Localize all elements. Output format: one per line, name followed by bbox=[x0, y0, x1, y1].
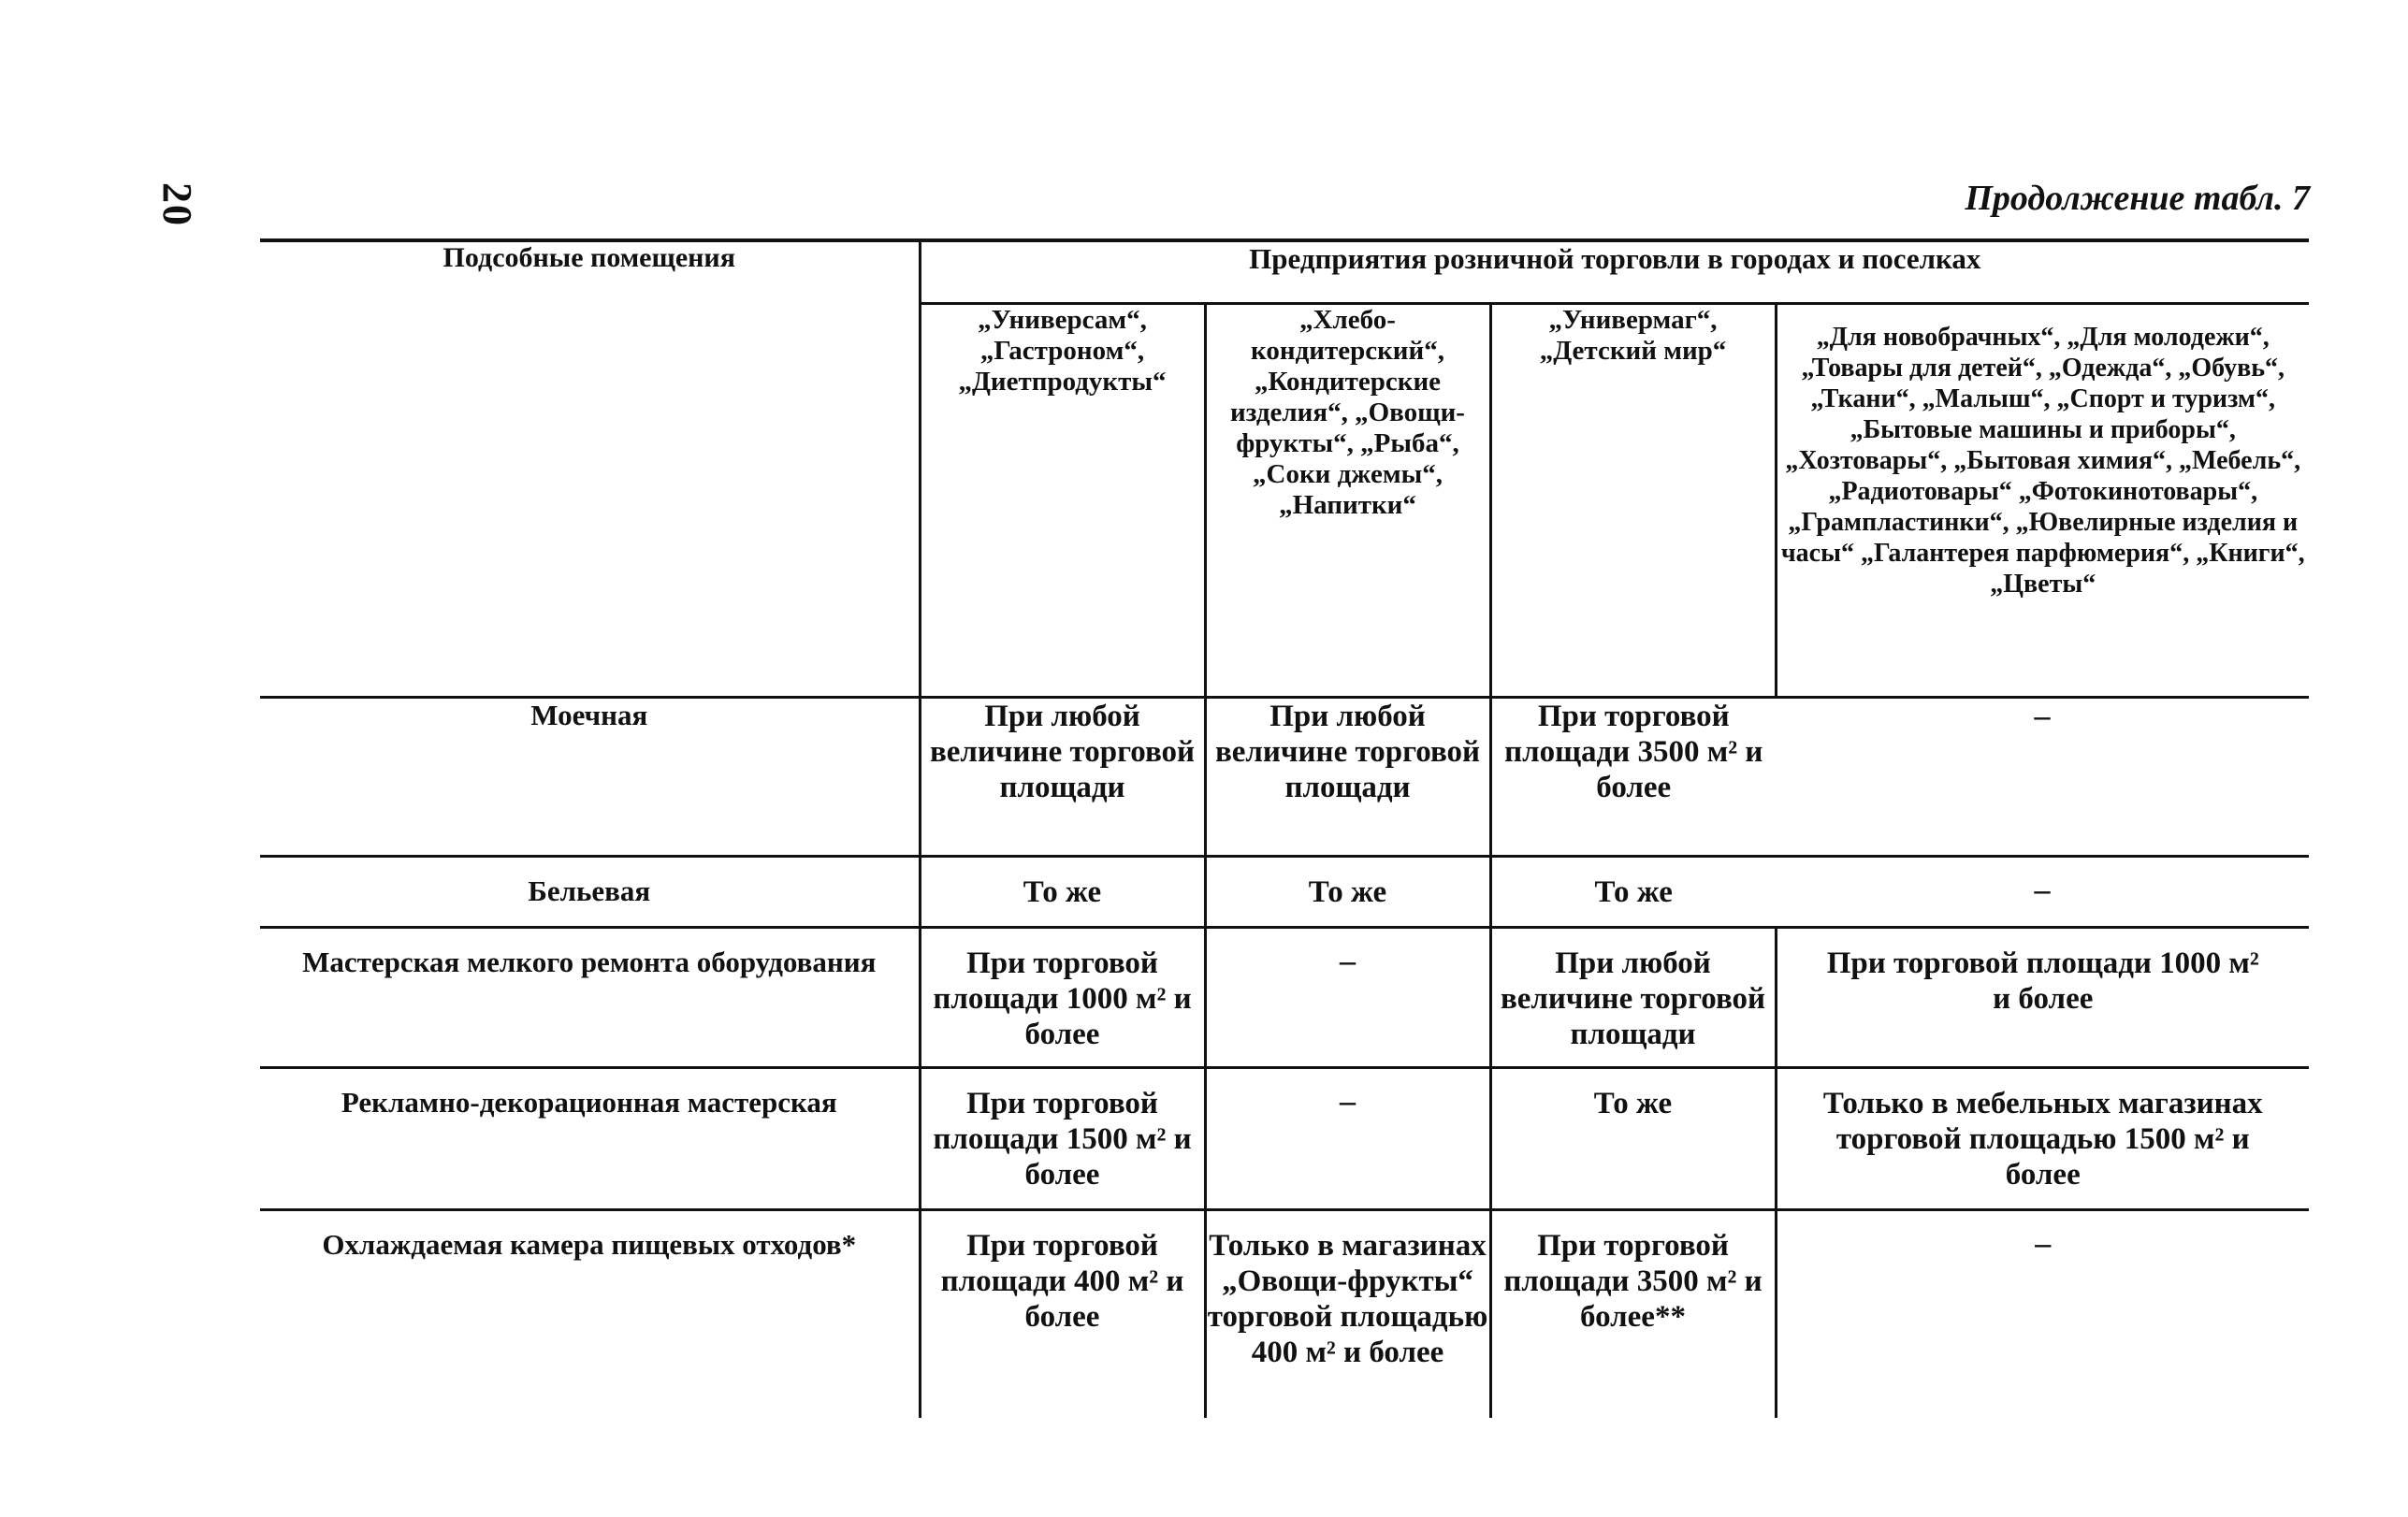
row-label: Мастерская мелкого ремонта оборудования bbox=[260, 928, 920, 1068]
table-cell: – bbox=[1776, 698, 2309, 857]
row-label: Моечная bbox=[260, 698, 920, 857]
table-cell: То же bbox=[920, 857, 1205, 928]
page-number: 20 bbox=[154, 182, 200, 227]
table-continuation-caption: Продолжение табл. 7 bbox=[1965, 179, 2310, 218]
table-cell: То же bbox=[1490, 857, 1776, 928]
table-cell: – bbox=[1776, 857, 2309, 928]
table-cell: При торговой площади 3500 м² и более bbox=[1490, 698, 1776, 857]
table-row bbox=[260, 1210, 2309, 1418]
row-label: Рекламно-декорационная мастерская bbox=[260, 1068, 920, 1210]
premises-table bbox=[260, 238, 2309, 1418]
column-header-4: „Для новобрачных“, „Для молодежи“, „Товары для детей“, „Одежда“, „Обувь“, „Ткани“, „Малыш“, „Спорт и туризм“, „Бытовые машины и приборы“, „Хозтовары“, „Бытовая химия“, „Мебель“, „Радиотовары“ „Фотокинотовары“, „Грампластинки“, „Ювелирные изделия и часы“ „Галантерея парфюмерия“, „Книги“, „Цветы“ bbox=[1776, 304, 2309, 698]
table-cell: При торговой площади 400 м² и более bbox=[920, 1210, 1205, 1418]
table-cell: Только в мебельных магазинах торговой площадью 1500 м² и более bbox=[1776, 1068, 2309, 1210]
table-cell: При торговой площади 1000 м² и более bbox=[920, 928, 1205, 1068]
table-group-header-row bbox=[260, 240, 2309, 304]
table-cell: Только в магазинах „Овощи-фрукты“ торговой площадью 400 м² и более bbox=[1205, 1210, 1490, 1418]
column-header-2: „Хлебо-кондитерский“, „Кондитерские изделия“, „Овощи-фрукты“, „Рыба“, „Соки джемы“, „Напитки“ bbox=[1205, 304, 1490, 698]
table-cell: То же bbox=[1490, 1068, 1776, 1210]
table-row bbox=[260, 1068, 2309, 1210]
first-column-header: Подсобные помещения bbox=[260, 240, 920, 698]
table-row bbox=[260, 857, 2309, 928]
table-cell: При торговой площади 3500 м² и более** bbox=[1490, 1210, 1776, 1418]
table-cell: – bbox=[1776, 1210, 2309, 1418]
row-label: Бельевая bbox=[260, 857, 920, 928]
table-cell: При любой величине торговой площади bbox=[920, 698, 1205, 857]
column-header-1: „Универсам“, „Гастроном“, „Диетпродукты“ bbox=[920, 304, 1205, 698]
table-row bbox=[260, 928, 2309, 1068]
table-cell: При любой величине торговой площади bbox=[1490, 928, 1776, 1068]
table-cell: При любой величине торговой площади bbox=[1205, 698, 1490, 857]
table-cell: – bbox=[1205, 928, 1490, 1068]
table-cell: При торговой площади 1500 м² и более bbox=[920, 1068, 1205, 1210]
table-row bbox=[260, 698, 2309, 857]
column-header-3: „Универмаг“, „Детский мир“ bbox=[1490, 304, 1776, 698]
table-cell: При торговой площади 1000 м² и более bbox=[1776, 928, 2309, 1068]
table-cell: То же bbox=[1205, 857, 1490, 928]
group-header: Предприятия розничной торговли в городах и поселках bbox=[920, 240, 2309, 304]
table-cell: – bbox=[1205, 1068, 1490, 1210]
row-label: Охлаждаемая камера пищевых отходов* bbox=[260, 1210, 920, 1418]
